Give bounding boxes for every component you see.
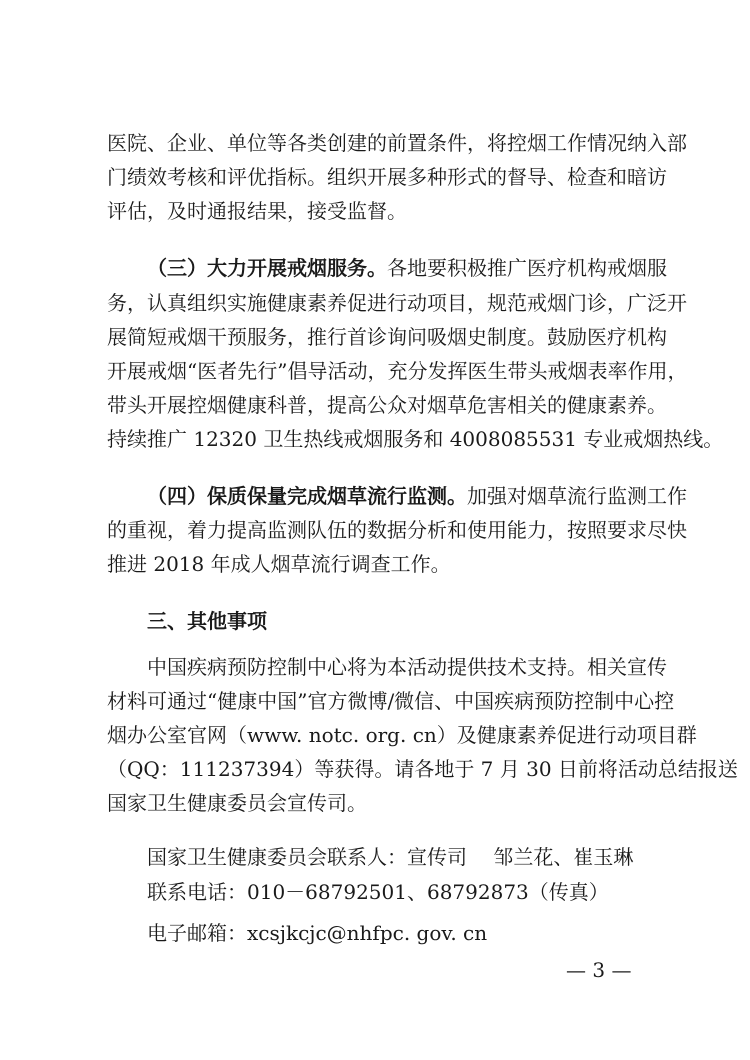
paragraph-line: 的重视，着力提高监测队伍的数据分析和使用能力，按照要求尽快 xyxy=(107,518,687,542)
contact-email: 电子邮箱：xcsjkcjc@nhfpc. gov. cn xyxy=(147,921,488,945)
paragraph-line: 开展戒烟“医者先行”倡导活动，充分发挥医生带头戒烟表率作用， xyxy=(107,359,688,383)
paragraph-line: 中国疾病预防控制中心将为本活动提供技术支持。相关宣传 xyxy=(147,655,667,679)
paragraph-line: 展简短戒烟干预服务，推行首诊询问吸烟史制度。鼓励医疗机构 xyxy=(107,325,667,349)
paragraph-line: 医院、企业、单位等各类创建的前置条件，将控烟工作情况纳入部 xyxy=(107,131,687,155)
section-3-first-line xyxy=(147,253,667,283)
section-4-text: 加强对烟草流行监测工作 xyxy=(467,484,687,508)
contact-person: 国家卫生健康委员会联系人：宣传司 邹兰花、崔玉琳 xyxy=(147,845,634,869)
paragraph-line: 门绩效考核和评优指标。组织开展多种形式的督导、检查和暗访 xyxy=(107,165,667,189)
paragraph-line: （QQ：111237394）等获得。请各地于 7 月 30 日前将活动总结报送 xyxy=(107,757,738,781)
paragraph-line: 国家卫生健康委员会宣传司。 xyxy=(107,791,367,815)
paragraph-line: 评估，及时通报结果，接受监督。 xyxy=(107,199,407,223)
paragraph-line: 材料可通过“健康中国”官方微博/微信、中国疾病预防控制中心控 xyxy=(107,689,675,713)
page-number: — 3 — xyxy=(566,958,632,982)
paragraph-line: 推进 2018 年成人烟草流行调查工作。 xyxy=(107,552,451,576)
paragraph-line: 烟办公室官网（www. notc. org. cn）及健康素养促进行动项目群 xyxy=(107,723,697,747)
section-3-text: 各地要积极推广医疗机构戒烟服 xyxy=(387,256,667,280)
section-4-heading: （四）保质保量完成烟草流行监测。 xyxy=(147,484,467,508)
section-3-heading: （三）大力开展戒烟服务。 xyxy=(147,256,387,280)
section-4-first-line xyxy=(147,481,687,511)
paragraph-line: 务，认真组织实施健康素养促进行动项目，规范戒烟门诊，广泛开 xyxy=(107,291,687,315)
paragraph-line: 带头开展控烟健康科普，提高公众对烟草危害相关的健康素养。 xyxy=(107,393,667,417)
section-heading-other: 三、其他事项 xyxy=(147,609,267,633)
paragraph-line: 持续推广 12320 卫生热线戒烟服务和 4008085531 专业戒烟热线。 xyxy=(107,427,724,451)
contact-phone: 联系电话：010－68792501、68792873（传真） xyxy=(147,880,609,904)
